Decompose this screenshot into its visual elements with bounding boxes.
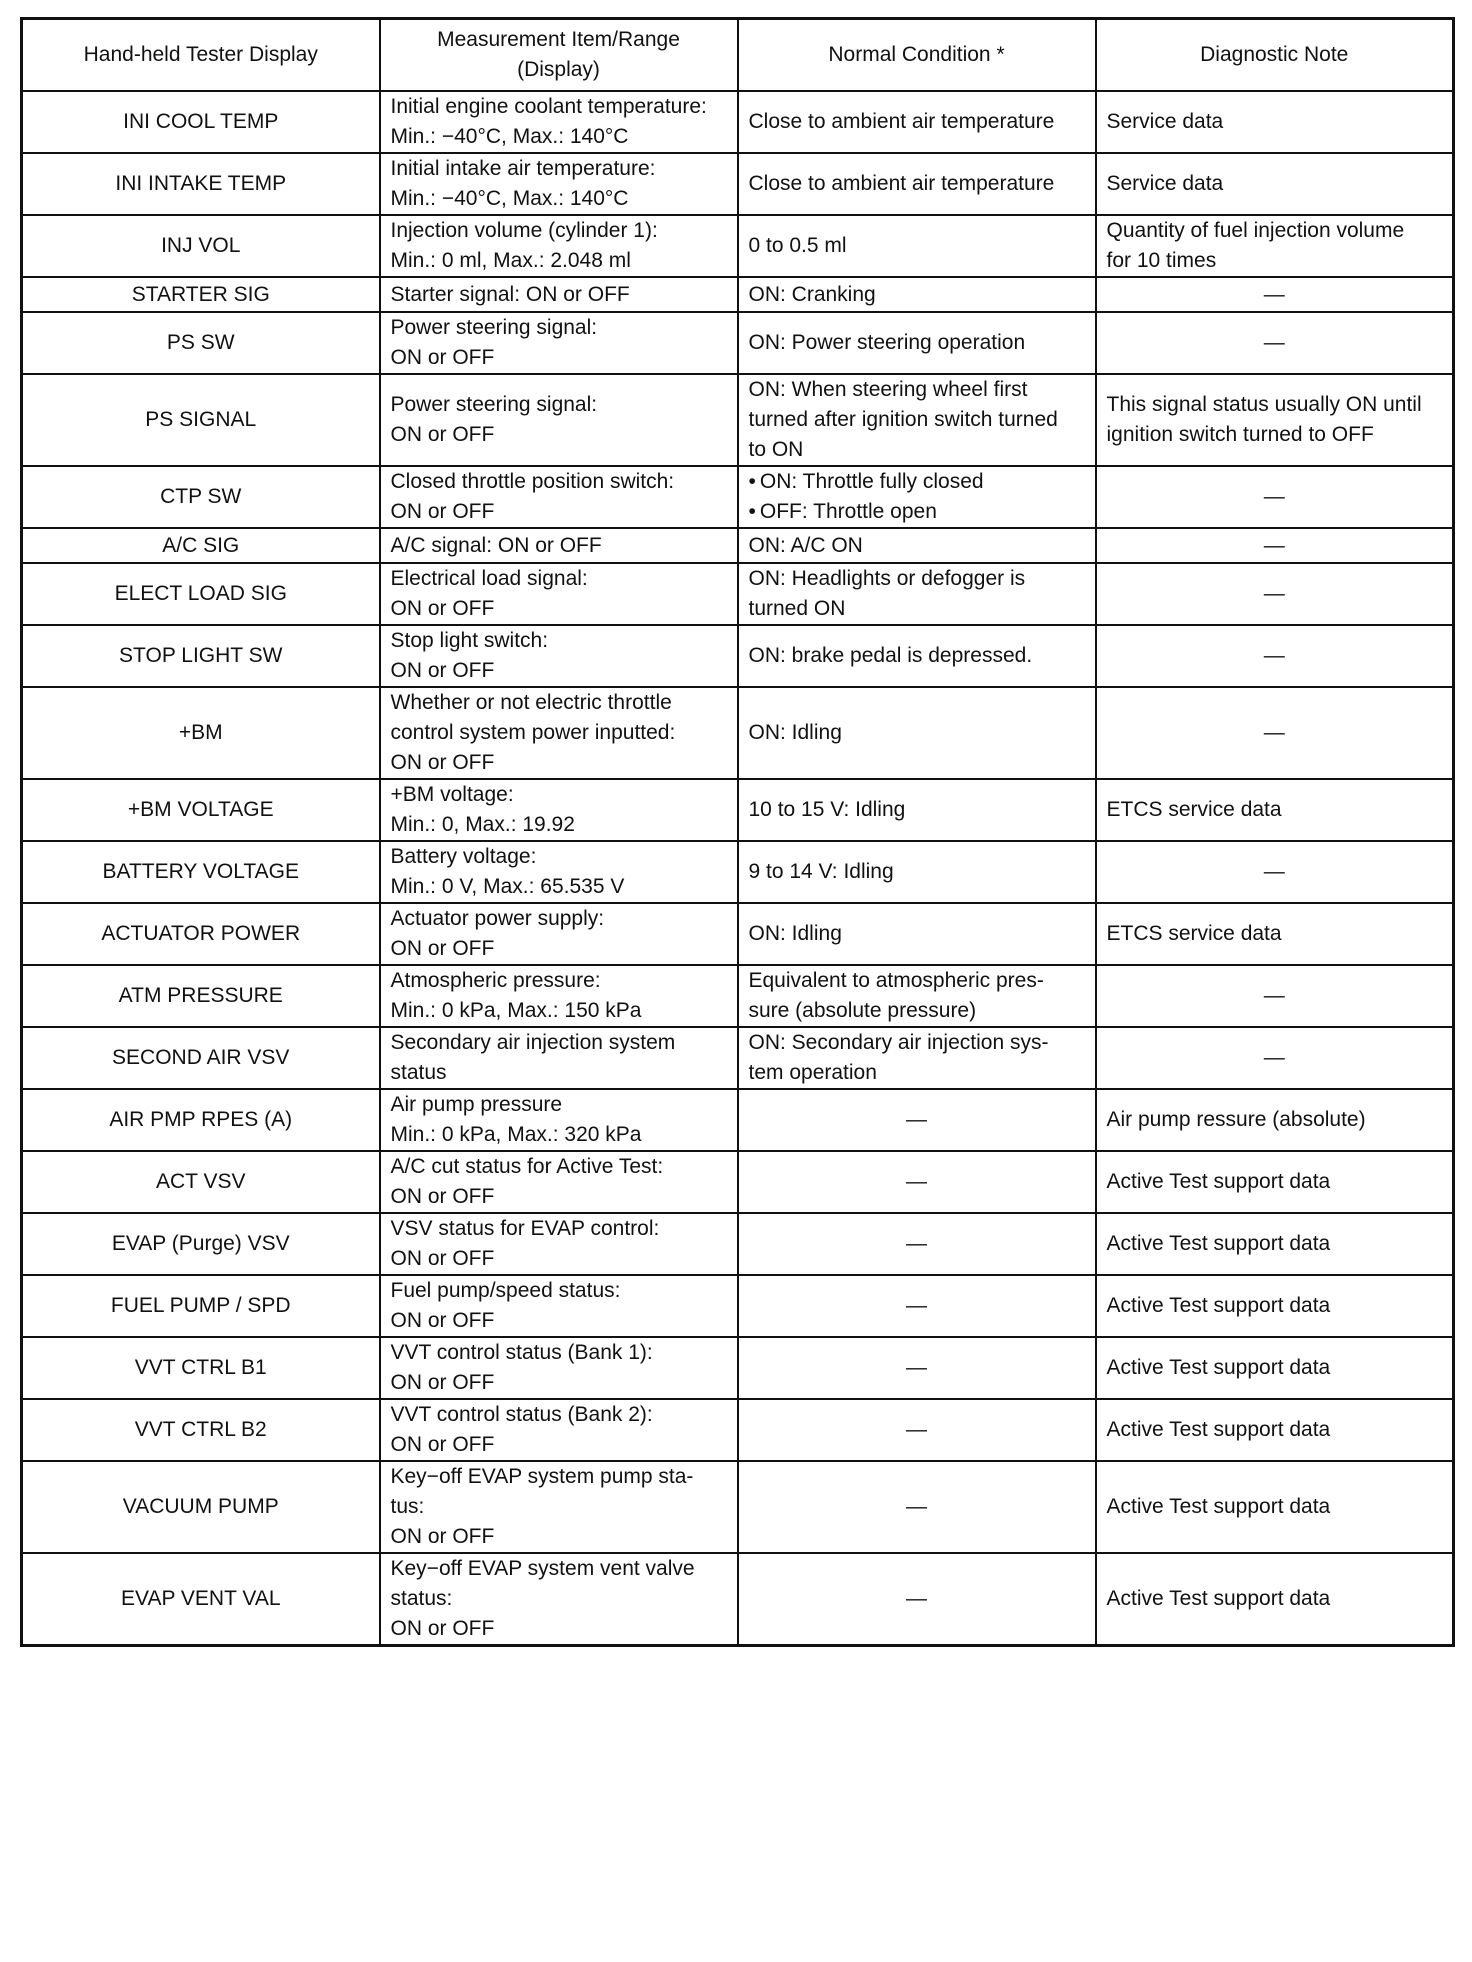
dash-mark: — <box>906 1587 927 1610</box>
cell-diagnostic-note-line: Active Test support data <box>1106 1495 1331 1518</box>
table-row <box>22 91 1454 153</box>
cell-normal-condition <box>738 1027 1096 1089</box>
cell-measurement-line: Min.: −40°C, Max.: 140°C <box>390 125 629 148</box>
dash-mark: — <box>1263 485 1285 508</box>
cell-normal-condition <box>738 1399 1096 1461</box>
cell-diagnostic-note <box>1096 1275 1454 1337</box>
document-page <box>20 17 1452 1647</box>
cell-measurement <box>380 1027 738 1089</box>
cell-display: FUEL PUMP / SPD <box>22 1275 380 1337</box>
cell-measurement-line: Min.: 0 kPa, Max.: 150 kPa <box>390 999 642 1022</box>
cell-measurement-line: Closed throttle position switch: <box>390 470 675 493</box>
cell-display: PS SW <box>22 312 380 374</box>
table-row <box>22 374 1454 466</box>
cell-diagnostic-note-line: Service data <box>1106 110 1224 133</box>
cell-display: ELECT LOAD SIG <box>22 563 380 625</box>
table-row <box>22 153 1454 215</box>
cell-measurement <box>380 903 738 965</box>
dash-mark: — <box>1263 533 1285 557</box>
cell-measurement-line: ON or OFF <box>390 500 495 523</box>
cell-normal-condition <box>738 312 1096 374</box>
cell-display: STOP LIGHT SW <box>22 625 380 687</box>
cell-diagnostic-note <box>1096 625 1454 687</box>
cell-normal-condition <box>738 563 1096 625</box>
cell-measurement-line: ON or OFF <box>390 1247 495 1270</box>
dash-mark: — <box>1263 984 1285 1007</box>
cell-diagnostic-note-line: Service data <box>1106 172 1224 195</box>
cell-measurement <box>380 1275 738 1337</box>
cell-normal-condition <box>738 528 1096 563</box>
cell-diagnostic-note <box>1096 841 1454 903</box>
table-row <box>22 528 1454 563</box>
cell-normal-condition <box>738 965 1096 1027</box>
cell-measurement <box>380 1461 738 1553</box>
cell-measurement-line: ON or OFF <box>390 1309 495 1332</box>
cell-measurement-line: tus: <box>390 1495 425 1518</box>
dash-mark: — <box>906 1356 927 1379</box>
tester-display-table <box>20 17 1455 1647</box>
cell-diagnostic-note <box>1096 466 1454 528</box>
cell-normal-condition-line: • OFF: Throttle open <box>749 497 1085 527</box>
header-measurement-line: (Display) <box>517 58 600 81</box>
cell-measurement-line: Fuel pump/speed status: <box>390 1279 621 1302</box>
cell-display: CTP SW <box>22 466 380 528</box>
cell-normal-condition <box>738 841 1096 903</box>
cell-normal-condition <box>738 1553 1096 1646</box>
cell-normal-condition-line: sure (absolute pressure) <box>748 999 977 1022</box>
cell-normal-condition <box>738 153 1096 215</box>
cell-normal-condition <box>738 1337 1096 1399</box>
cell-diagnostic-note-line: Active Test support data <box>1106 1418 1331 1441</box>
cell-measurement-line: Whether or not electric throttle <box>390 691 672 714</box>
cell-measurement <box>380 841 738 903</box>
cell-diagnostic-note-line: Active Test support data <box>1106 1170 1331 1193</box>
cell-measurement <box>380 1089 738 1151</box>
table-row <box>22 965 1454 1027</box>
dash-mark: — <box>906 1170 927 1193</box>
cell-diagnostic-note-line: Active Test support data <box>1106 1232 1331 1255</box>
table-row <box>22 215 1454 277</box>
cell-measurement-line: status: <box>390 1587 453 1610</box>
cell-measurement <box>380 779 738 841</box>
cell-measurement-line: Atmospheric pressure: <box>390 969 601 992</box>
cell-measurement-line: VSV status for EVAP control: <box>390 1217 660 1240</box>
header-note: Diagnostic Note <box>1096 19 1454 92</box>
cell-diagnostic-note-line: Active Test support data <box>1106 1294 1331 1317</box>
cell-measurement-line: ON or OFF <box>390 1185 495 1208</box>
table-row <box>22 841 1454 903</box>
cell-measurement <box>380 528 738 563</box>
cell-display: SECOND AIR VSV <box>22 1027 380 1089</box>
cell-diagnostic-note-line: for 10 times <box>1106 249 1217 272</box>
cell-normal-condition <box>738 1275 1096 1337</box>
cell-measurement-line: Key−off EVAP system vent valve <box>390 1557 695 1580</box>
cell-normal-condition-line: ON: Headlights or defogger is <box>748 567 1026 590</box>
cell-diagnostic-note-line: ETCS service data <box>1106 798 1282 821</box>
cell-diagnostic-note <box>1096 312 1454 374</box>
cell-measurement-line: ON or OFF <box>390 1433 495 1456</box>
cell-normal-condition-line: Close to ambient air temperature <box>748 172 1055 195</box>
cell-measurement <box>380 466 738 528</box>
cell-display: AIR PMP RPES (A) <box>22 1089 380 1151</box>
dash-mark: — <box>1263 331 1285 354</box>
cell-diagnostic-note <box>1096 687 1454 779</box>
table-row <box>22 625 1454 687</box>
cell-normal-condition <box>738 374 1096 466</box>
dash-mark: — <box>1263 582 1285 605</box>
cell-measurement-line: Min.: 0 V, Max.: 65.535 V <box>390 875 625 898</box>
cell-measurement-line: ON or OFF <box>390 423 495 446</box>
table-row <box>22 1399 1454 1461</box>
cell-normal-condition <box>738 687 1096 779</box>
cell-diagnostic-note <box>1096 965 1454 1027</box>
cell-measurement-line: Key−off EVAP system pump sta- <box>390 1465 694 1488</box>
cell-measurement <box>380 1399 738 1461</box>
cell-normal-condition <box>738 903 1096 965</box>
dash-mark: — <box>906 1418 927 1441</box>
cell-normal-condition-line: 10 to 15 V: Idling <box>748 798 906 821</box>
cell-measurement <box>380 687 738 779</box>
table-row <box>22 312 1454 374</box>
cell-normal-condition <box>738 215 1096 277</box>
cell-measurement-line: ON or OFF <box>390 751 495 774</box>
cell-diagnostic-note <box>1096 1399 1454 1461</box>
cell-normal-condition-line: ON: Power steering operation <box>748 331 1026 354</box>
cell-diagnostic-note <box>1096 1213 1454 1275</box>
cell-measurement-line: ON or OFF <box>390 659 495 682</box>
table-row <box>22 277 1454 312</box>
cell-normal-condition <box>738 1151 1096 1213</box>
cell-diagnostic-note-line: Quantity of fuel injection volume <box>1106 219 1405 242</box>
cell-normal-condition <box>738 1461 1096 1553</box>
cell-measurement-line: Min.: −40°C, Max.: 140°C <box>390 187 629 210</box>
cell-diagnostic-note <box>1096 1027 1454 1089</box>
cell-measurement-line: Power steering signal: <box>390 393 598 416</box>
header-display: Hand-held Tester Display <box>22 19 380 92</box>
cell-normal-condition-line: turned ON <box>748 597 846 620</box>
cell-measurement-line: VVT control status (Bank 2): <box>390 1403 653 1426</box>
dash-mark: — <box>1263 644 1285 667</box>
cell-measurement-line: Battery voltage: <box>390 845 537 868</box>
cell-display: EVAP (Purge) VSV <box>22 1213 380 1275</box>
cell-measurement-line: Initial intake air temperature: <box>390 157 656 180</box>
cell-diagnostic-note-line: Active Test support data <box>1106 1587 1331 1610</box>
cell-measurement <box>380 153 738 215</box>
dash-mark: — <box>1263 721 1285 744</box>
cell-display: INI INTAKE TEMP <box>22 153 380 215</box>
cell-display: +BM <box>22 687 380 779</box>
table-body <box>22 91 1454 1646</box>
dash-mark: — <box>906 1294 927 1317</box>
cell-diagnostic-note-line: Active Test support data <box>1106 1356 1331 1379</box>
cell-display: VVT CTRL B1 <box>22 1337 380 1399</box>
table-header-row <box>22 19 1454 92</box>
dash-mark: — <box>906 1108 927 1131</box>
cell-measurement-line: Power steering signal: <box>390 316 598 339</box>
cell-normal-condition <box>738 1089 1096 1151</box>
cell-diagnostic-note-line: Air pump ressure (absolute) <box>1106 1108 1366 1131</box>
cell-diagnostic-note <box>1096 374 1454 466</box>
cell-normal-condition-line: ON: A/C ON <box>748 533 863 557</box>
cell-measurement-line: control system power inputted: <box>390 721 676 744</box>
cell-display: VVT CTRL B2 <box>22 1399 380 1461</box>
cell-diagnostic-note <box>1096 528 1454 563</box>
table-row <box>22 687 1454 779</box>
cell-normal-condition-line: ON: Secondary air injection sys- <box>748 1031 1049 1054</box>
cell-measurement-line: ON or OFF <box>390 597 495 620</box>
cell-diagnostic-note-line: ETCS service data <box>1106 922 1282 945</box>
cell-normal-condition <box>738 91 1096 153</box>
cell-diagnostic-note <box>1096 563 1454 625</box>
cell-measurement-line: Actuator power supply: <box>390 907 605 930</box>
cell-measurement-line: Initial engine coolant temperature: <box>390 95 707 118</box>
cell-display: ATM PRESSURE <box>22 965 380 1027</box>
cell-normal-condition-line: Close to ambient air temperature <box>748 110 1055 133</box>
cell-normal-condition-line: ON: Idling <box>748 922 842 945</box>
cell-measurement <box>380 91 738 153</box>
dash-mark: — <box>1263 282 1285 306</box>
cell-measurement-line: Min.: 0, Max.: 19.92 <box>390 813 575 836</box>
cell-display: VACUUM PUMP <box>22 1461 380 1553</box>
cell-diagnostic-note <box>1096 91 1454 153</box>
table-row <box>22 1337 1454 1399</box>
cell-normal-condition <box>738 1213 1096 1275</box>
cell-measurement-line: Starter signal: ON or OFF <box>390 282 630 306</box>
cell-display: ACTUATOR POWER <box>22 903 380 965</box>
cell-normal-condition-line: 9 to 14 V: Idling <box>748 860 894 883</box>
cell-display: PS SIGNAL <box>22 374 380 466</box>
cell-diagnostic-note-line: This signal status usually ON until <box>1106 393 1422 416</box>
cell-measurement-line: ON or OFF <box>390 346 495 369</box>
cell-normal-condition <box>738 277 1096 312</box>
cell-measurement-line: Stop light switch: <box>390 629 549 652</box>
table-row <box>22 779 1454 841</box>
cell-measurement <box>380 965 738 1027</box>
cell-diagnostic-note <box>1096 779 1454 841</box>
cell-measurement-line: Min.: 0 ml, Max.: 2.048 ml <box>390 249 631 272</box>
dash-mark: — <box>906 1495 927 1518</box>
cell-measurement-line: ON or OFF <box>390 1371 495 1394</box>
cell-diagnostic-note <box>1096 903 1454 965</box>
cell-diagnostic-note <box>1096 277 1454 312</box>
cell-normal-condition-line: ON: Cranking <box>748 282 876 306</box>
cell-diagnostic-note <box>1096 1461 1454 1553</box>
table-row <box>22 1213 1454 1275</box>
cell-display: BATTERY VOLTAGE <box>22 841 380 903</box>
cell-normal-condition <box>738 625 1096 687</box>
cell-diagnostic-note <box>1096 1151 1454 1213</box>
cell-measurement-line: Min.: 0 kPa, Max.: 320 kPa <box>390 1123 642 1146</box>
cell-measurement-line: ON or OFF <box>390 937 495 960</box>
cell-measurement <box>380 1213 738 1275</box>
cell-normal-condition-line: ON: Idling <box>748 721 842 744</box>
cell-normal-condition-line: to ON <box>748 438 804 461</box>
cell-normal-condition-line: turned after ignition switch turned <box>748 408 1058 431</box>
cell-normal-condition <box>738 779 1096 841</box>
cell-diagnostic-note <box>1096 1553 1454 1646</box>
cell-diagnostic-note <box>1096 1089 1454 1151</box>
cell-normal-condition-line: 0 to 0.5 ml <box>748 234 847 257</box>
table-row <box>22 1553 1454 1646</box>
dash-mark: — <box>1263 1046 1285 1069</box>
cell-display: A/C SIG <box>22 528 380 563</box>
cell-measurement-line: A/C cut status for Active Test: <box>390 1155 664 1178</box>
cell-measurement-line: status <box>390 1061 447 1084</box>
cell-diagnostic-note <box>1096 215 1454 277</box>
cell-normal-condition-line: Equivalent to atmospheric pres- <box>748 969 1044 992</box>
cell-measurement <box>380 312 738 374</box>
cell-normal-condition-line: • ON: Throttle fully closed <box>749 467 1085 497</box>
cell-normal-condition-line: ON: When steering wheel first <box>748 378 1028 401</box>
cell-display: +BM VOLTAGE <box>22 779 380 841</box>
cell-measurement <box>380 1151 738 1213</box>
table-row <box>22 1461 1454 1553</box>
cell-measurement-line: +BM voltage: <box>390 783 514 806</box>
header-measurement <box>380 19 738 92</box>
cell-measurement <box>380 1553 738 1646</box>
dash-mark: — <box>1263 860 1285 883</box>
table-row <box>22 1027 1454 1089</box>
cell-measurement-line: Electrical load signal: <box>390 567 588 590</box>
cell-display: EVAP VENT VAL <box>22 1553 380 1646</box>
cell-measurement <box>380 374 738 466</box>
cell-display: STARTER SIG <box>22 277 380 312</box>
cell-diagnostic-note <box>1096 153 1454 215</box>
cell-display: ACT VSV <box>22 1151 380 1213</box>
table-row <box>22 1275 1454 1337</box>
cell-normal-condition-line: tem operation <box>748 1061 877 1084</box>
table-row <box>22 903 1454 965</box>
table-row <box>22 1151 1454 1213</box>
table-row <box>22 466 1454 528</box>
cell-measurement-line: A/C signal: ON or OFF <box>390 533 602 557</box>
table-row <box>22 563 1454 625</box>
cell-measurement-line: Injection volume (cylinder 1): <box>390 219 658 242</box>
cell-measurement-line: Air pump pressure <box>390 1093 563 1116</box>
cell-measurement <box>380 1337 738 1399</box>
cell-diagnostic-note-line: ignition switch turned to OFF <box>1106 423 1374 446</box>
cell-measurement-line: VVT control status (Bank 1): <box>390 1341 653 1364</box>
cell-measurement <box>380 563 738 625</box>
cell-measurement <box>380 215 738 277</box>
cell-normal-condition <box>738 466 1096 528</box>
header-normal: Normal Condition * <box>738 19 1096 92</box>
dash-mark: — <box>906 1232 927 1255</box>
cell-measurement-line: Secondary air injection system <box>390 1031 676 1054</box>
cell-measurement <box>380 277 738 312</box>
cell-measurement-line: ON or OFF <box>390 1617 495 1640</box>
cell-diagnostic-note <box>1096 1337 1454 1399</box>
cell-display: INJ VOL <box>22 215 380 277</box>
cell-measurement-line: ON or OFF <box>390 1525 495 1548</box>
table-row <box>22 1089 1454 1151</box>
cell-measurement <box>380 625 738 687</box>
header-measurement-line: Measurement Item/Range <box>437 28 680 51</box>
cell-normal-condition-line: ON: brake pedal is depressed. <box>748 644 1033 667</box>
cell-display: INI COOL TEMP <box>22 91 380 153</box>
